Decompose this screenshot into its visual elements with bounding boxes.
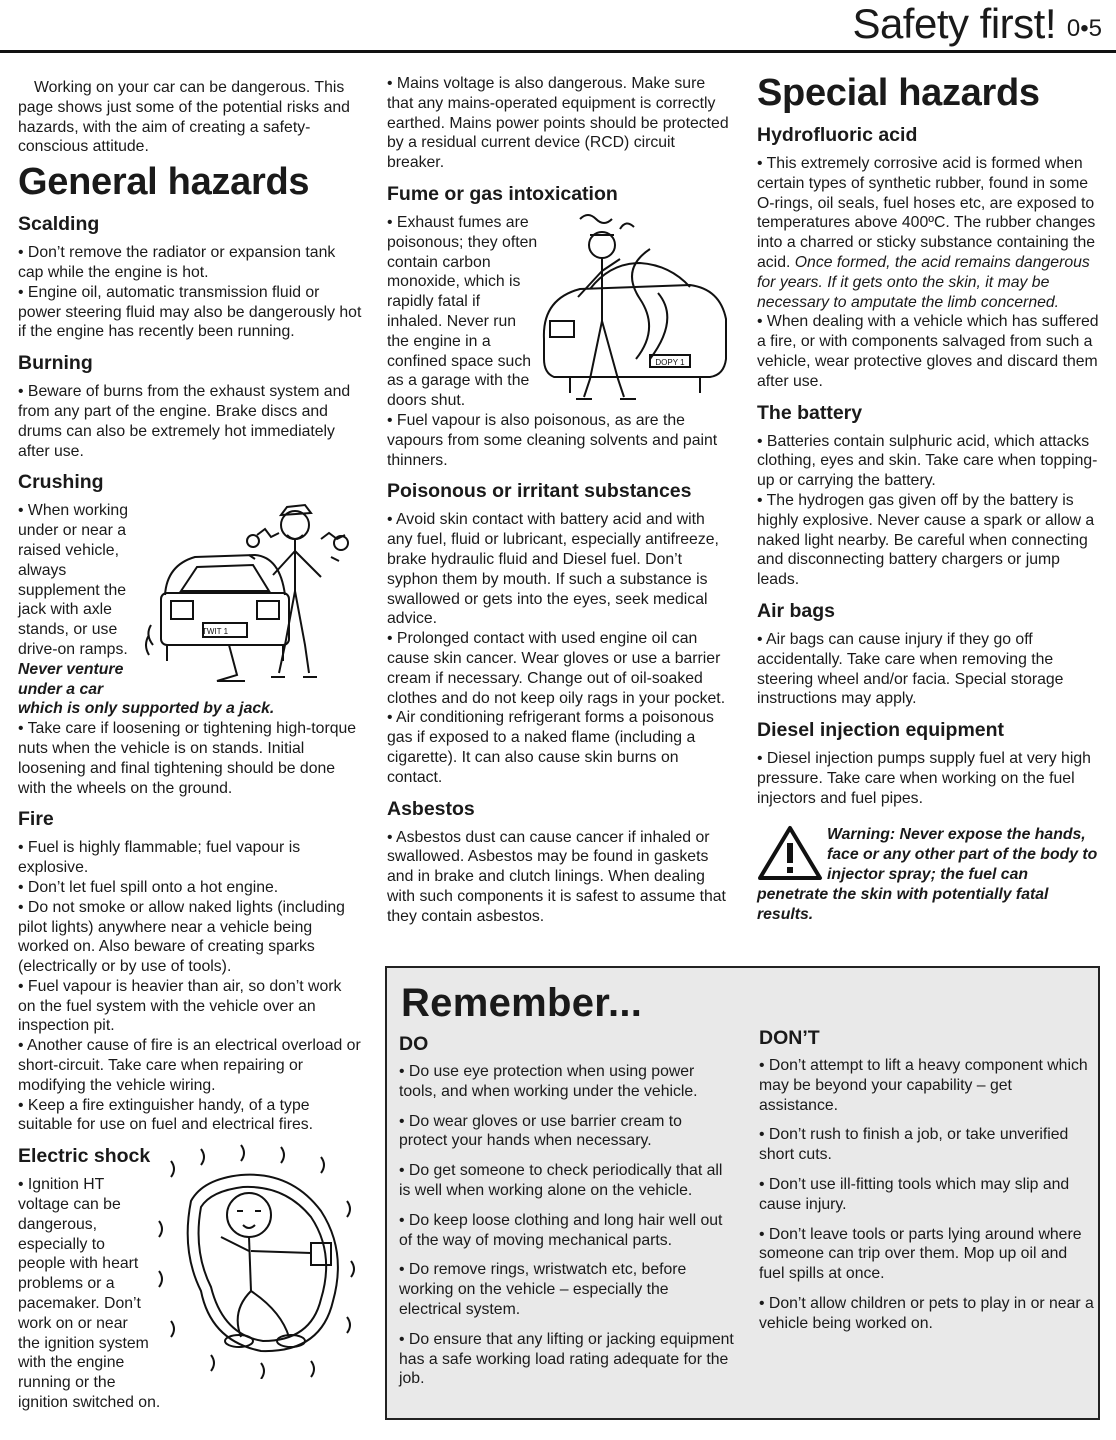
airbags-item: • Air bags can cause injury if they go off accidentally. Take care when removing the steering wheel and/or facia. Special storage instructions may apply. xyxy=(757,630,1064,708)
do-heading: DO xyxy=(399,1033,429,1055)
hydrofluoric-item: • When dealing with a vehicle which has suffered a fire, or with components salvaged from such a vehicle, wear protective gloves and discard them after use. xyxy=(757,313,1099,390)
header-rule xyxy=(0,50,1116,53)
fire-item: (electrically or by use of tools). xyxy=(18,958,232,976)
poisonous-heading: Poisonous or irritant substances xyxy=(387,480,692,503)
plate-text-twit: TWIT 1 xyxy=(201,627,229,637)
fire-item: • Fuel vapour is heavier than air, so don’t work on the fuel system with the vehicle over an inspection pit. xyxy=(18,977,342,1035)
poisonous-item: • Prolonged contact with used engine oil can cause skin cancer. Wear gloves or use a barrier cream if necessary. Change out of oil-soaked clothes and do not keep oily rags in your pocket. xyxy=(387,630,726,707)
hydrofluoric-item xyxy=(757,154,1102,312)
fire-item: • Keep a fire extinguisher handy, of a type suitable for use on fuel and electrical fires. xyxy=(18,1096,314,1134)
scalding-item: • Don’t remove the radiator or expansion tank cap while the engine is hot. xyxy=(18,244,336,281)
fire-item: • Do not smoke or allow naked lights (including pilot lights) anywhere near a vehicle being worked on. Also beware of creating sparks xyxy=(18,898,345,956)
fire-heading: Fire xyxy=(18,808,54,831)
electric-shock-illustration xyxy=(151,1141,363,1379)
fume-item: • Exhaust fumes are poisonous; they often contain carbon monoxide, which is rapidly fatal if inhaled. Never run the engine in a confined space such as a garage with the doors shut. xyxy=(387,213,538,410)
crushing-heading: Crushing xyxy=(18,471,104,494)
column-special-hazards xyxy=(757,68,1102,925)
remember-box xyxy=(385,966,1100,1420)
crushing-item: • Take care if loosening or tightening high-torque nuts when the vehicle is on stands. Initial loosening and final tightening should be done with the wheels on the ground. xyxy=(18,720,357,797)
plate-text-dopy: DOPY 1 xyxy=(655,357,685,367)
diesel-item: • Diesel injection pumps supply fuel at very high pressure. Take care when working on the fuel injectors and fuel pipes. xyxy=(757,750,1091,807)
do-item: • Do remove rings, wristwatch etc, before working on the vehicle – especially the electrical system. xyxy=(399,1261,687,1318)
dont-item: • Don’t allow children or pets to play in or near a vehicle being worked on. xyxy=(759,1294,1094,1332)
poisonous-item: • Avoid skin contact with battery acid and with any fuel, fluid or lubricant, especially antifreeze, brake hydraulic fluid and Diesel fuel. Don’t syphon them by mouth. If such a substance is swallowed or gets into the eyes, seek medical advice. xyxy=(387,511,719,628)
fire-item: • Fuel is highly flammable; fuel vapour is explosive. xyxy=(18,839,301,877)
dont-item: • Don’t use ill-fitting tools which may slip and cause injury. xyxy=(759,1175,1070,1213)
dont-item: • Don’t attempt to lift a heavy component which may be beyond your capability – get assistance. xyxy=(759,1057,1088,1114)
fire-item: • Don’t let fuel spill onto a hot engine. xyxy=(18,878,279,896)
scalding-heading: Scalding xyxy=(18,213,100,236)
asbestos-item: • Asbestos dust can cause cancer if inhaled or swallowed. Asbestos may be found in gaskets and in brake and clutch linings. When dealing with such components it is safest to assume that they contain asbestos. xyxy=(387,828,726,925)
poisonous-item: • Air conditioning refrigerant forms a poisonous gas if exposed to a naked flame (including a cigarette). It can also cause skin burns on contact. xyxy=(387,709,714,786)
dont-item: • Don’t rush to finish a job, or take unverified short cuts. xyxy=(759,1126,1069,1164)
battery-heading: The battery xyxy=(757,401,863,424)
burning-item: • Beware of burns from the exhaust system and from any part of the engine. Brake discs and drums can also be extremely hot immediately after use. xyxy=(18,383,351,460)
fume-heading: Fume or gas intoxication xyxy=(387,182,618,205)
warning-triangle-icon xyxy=(757,825,823,881)
fume-item: • Fuel vapour is also poisonous, as are the vapours from some cleaning solvents and paint thinners. xyxy=(387,411,718,469)
general-hazards-heading: General hazards xyxy=(18,161,310,204)
hydrofluoric-italic: Once formed, the acid remains dangerous for years. If it gets onto the skin, it may be necessary to amputate the limb concerned. xyxy=(757,253,1090,311)
special-hazards-heading: Special hazards xyxy=(757,72,1040,114)
dont-heading: DON’T xyxy=(759,1027,820,1049)
intro-paragraph: Working on your car can be dangerous. This page shows just some of the potential risks and hazards, with the aim of creating a safety-conscious attitude. xyxy=(18,79,350,156)
battery-item: • Batteries contain sulphuric acid, which attacks clothing, eyes and skin. Take care when topping-up or carrying the battery. xyxy=(757,432,1098,490)
hydrofluoric-text: • This extremely corrosive acid is formed when certain types of synthetic rubber, found in some O-rings, oil seals, fuel hoses etc, are exposed to temperatures above 400ºC. The rubber changes into a charred or sticky substance containing the acid. xyxy=(757,155,1096,271)
page-number: 0•5 xyxy=(1066,15,1102,42)
injector-warning xyxy=(757,825,1102,925)
fume-illustration xyxy=(540,209,732,405)
crushing-warning: Never venture under a car which is only supported by a jack. xyxy=(18,660,275,718)
hydrofluoric-heading: Hydrofluoric acid xyxy=(757,124,918,146)
do-item: • Do wear gloves or use barrier cream to protect your hands when necessary. xyxy=(399,1112,682,1150)
fire-item: • Another cause of fire is an electrical overload or short-circuit. Take care when repairing or modifying the vehicle wiring. xyxy=(18,1037,361,1094)
do-item: • Do ensure that any lifting or jacking equipment has a safe working load rating adequate for the job. xyxy=(399,1330,734,1388)
dont-list xyxy=(759,1026,1094,1344)
dont-item: • Don’t leave tools or parts lying around where someone can trip over them. Mop up oil and fuel spills at once. xyxy=(759,1225,1082,1283)
airbags-heading: Air bags xyxy=(757,599,836,622)
injector-warning-text: Warning: Never expose the hands, face or any other part of the body to injector spray; the fuel can penetrate the skin with potentially fatal results. xyxy=(757,825,1098,923)
battery-item: • The hydrogen gas given off by the battery is highly explosive. Never cause a spark or allow a naked light nearby. Be careful when connecting and disconnecting battery chargers or jump leads. xyxy=(757,491,1095,589)
electric-shock-heading: Electric shock xyxy=(18,1145,151,1168)
crushing-illustration xyxy=(145,495,363,691)
page-title: Safety first! xyxy=(852,0,1056,47)
diesel-heading: Diesel injection equipment xyxy=(757,719,1005,742)
do-list xyxy=(399,1032,734,1399)
do-item: • Do use eye protection when using power tools, and when working under the vehicle. xyxy=(399,1063,698,1100)
burning-heading: Burning xyxy=(18,352,93,375)
do-item: • Do keep loose clothing and long hair well out of the way of moving mechanical parts. xyxy=(399,1211,723,1249)
electric-shock-item: • Ignition HT voltage can be dangerous, especially to people with heart problems or a pacemaker. Don’t work on or near the ignition system with the engine running or the ignition switched on. xyxy=(18,1176,161,1412)
do-item: • Do get someone to check periodically that all is well when working alone on the vehicle. xyxy=(399,1162,723,1199)
column-middle xyxy=(387,74,732,926)
remember-title: Remember... xyxy=(401,981,643,1025)
mains-item: • Mains voltage is also dangerous. Make sure that any mains-operated equipment is correctly earthed. Mains power points should be protected by a residual current device (RCD) circuit breaker. xyxy=(387,75,729,172)
column-general-hazards xyxy=(18,78,363,1413)
asbestos-heading: Asbestos xyxy=(387,797,475,820)
crushing-item: • When working under or near a raised vehicle, always supplement the jack with axle stands, or use drive-on ramps. xyxy=(18,502,129,658)
scalding-item: • Engine oil, automatic transmission fluid or power steering fluid may also be dangerously hot if the engine has recently been running. xyxy=(18,283,362,341)
